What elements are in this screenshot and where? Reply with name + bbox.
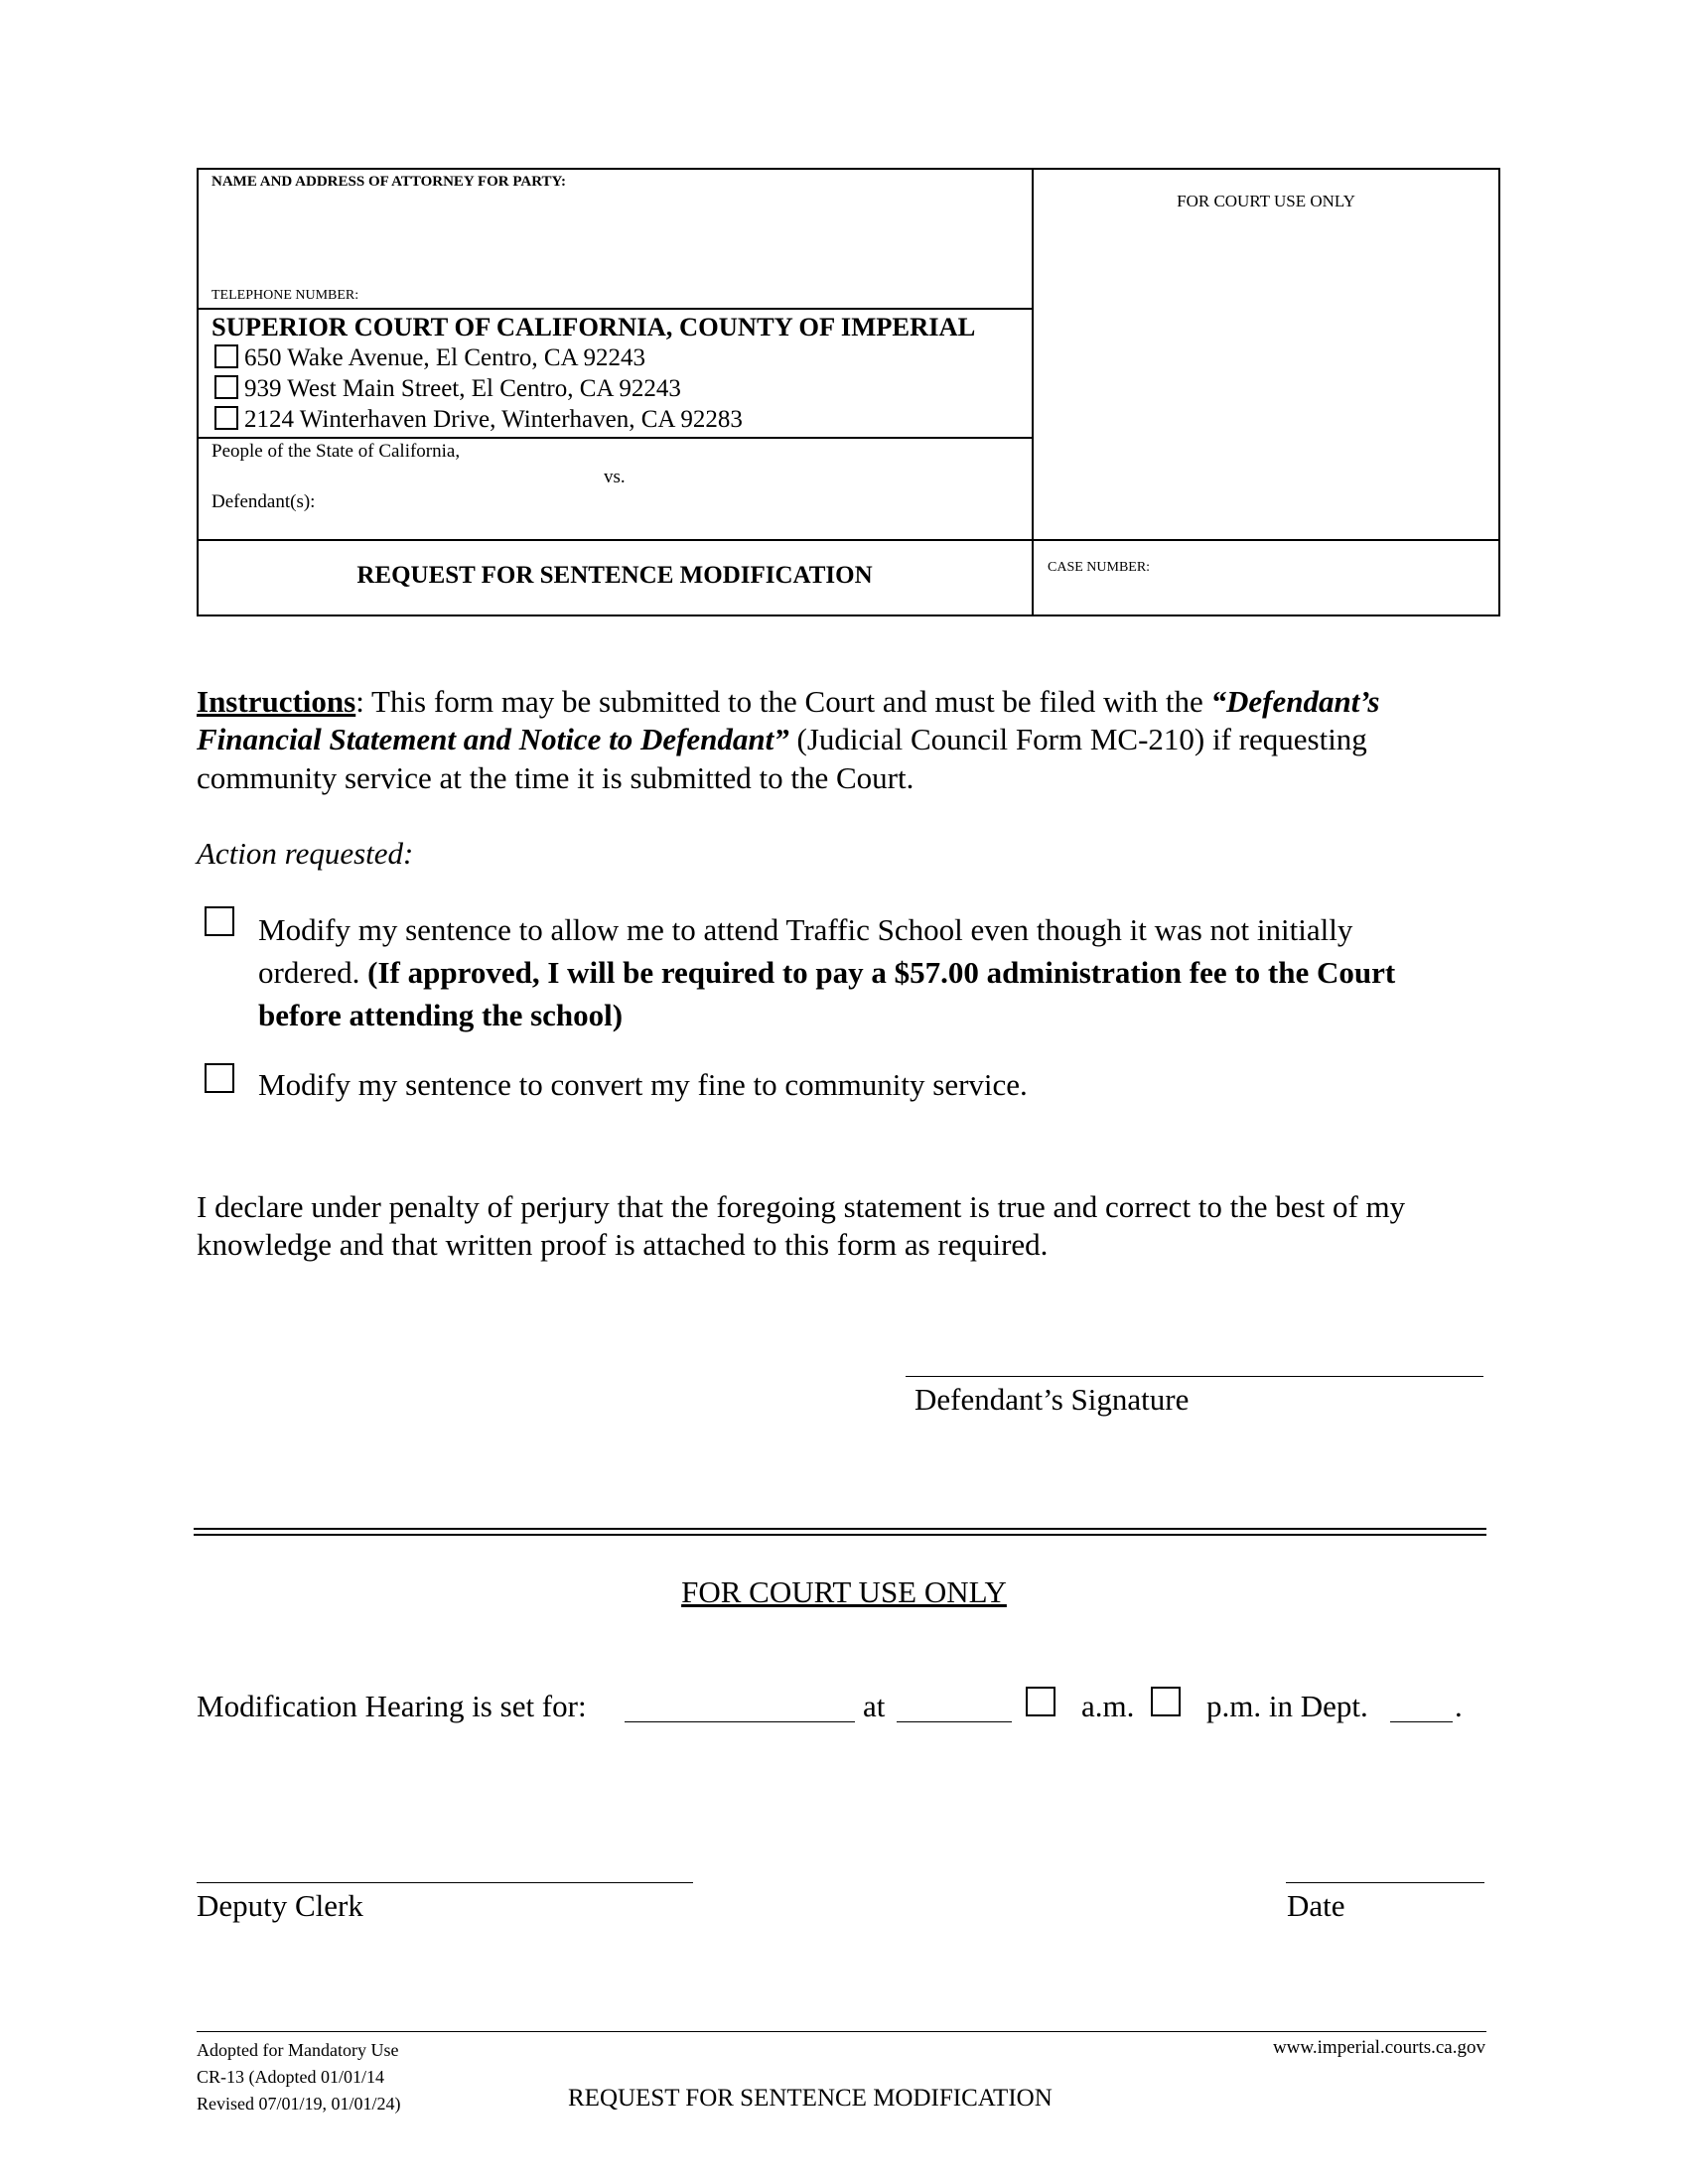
footer-revised: Revised 07/01/19, 01/01/24) [197, 2094, 401, 2114]
plaintiff-name: People of the State of California, [211, 441, 461, 462]
checkbox-icon[interactable] [214, 375, 238, 399]
checkbox-icon[interactable] [214, 406, 238, 430]
footer-adopted: Adopted for Mandatory Use [197, 2040, 399, 2060]
versus-label: vs. [604, 467, 626, 487]
court-section-heading: FOR COURT USE ONLY [681, 1574, 1007, 1609]
date-label: Date [1287, 1888, 1345, 1923]
option-traffic-school: Modify my sentence to allow me to attend Traffic School even though it was not initially ordered. (If approved, I will be required to pay a $57.00 administration fee to the Court before attending the school) [258, 912, 1396, 1032]
telephone-label: TELEPHONE NUMBER: [211, 288, 359, 303]
court-address-option[interactable]: 2124 Winterhaven Drive, Winterhaven, CA 92283 [214, 404, 743, 435]
footer-form-number: CR-13 (Adopted 01/01/14 [197, 2067, 384, 2087]
deputy-clerk-label: Deputy Clerk [197, 1888, 363, 1923]
option-community-service: Modify my sentence to convert my fine to community service. [258, 1067, 1028, 1102]
checkbox-icon[interactable] [214, 344, 238, 368]
am-checkbox[interactable] [1026, 1687, 1055, 1716]
footer-left [197, 2037, 401, 2117]
form-title: REQUEST FOR SENTENCE MODIFICATION [356, 562, 873, 589]
am-label: a.m. [1081, 1689, 1135, 1723]
hearing-date-blank[interactable] [625, 1694, 855, 1722]
divider-court [197, 437, 1033, 439]
clerk-signature-line[interactable] [197, 1882, 693, 1883]
action-heading: Action requested: [197, 836, 414, 871]
signature-label: Defendant’s Signature [914, 1382, 1190, 1417]
court-use-only-label: FOR COURT USE ONLY [1177, 192, 1355, 210]
footer-title: REQUEST FOR SENTENCE MODIFICATION [568, 2085, 1053, 2112]
court-address-list [214, 342, 743, 435]
hearing-text: Modification Hearing is set for: [197, 1689, 587, 1723]
caption-vertical-divider [1032, 168, 1034, 616]
date-line[interactable] [1286, 1882, 1484, 1883]
case-number-label: CASE NUMBER: [1048, 560, 1151, 575]
footer-rule [197, 2031, 1486, 2032]
footer-website[interactable]: www.imperial.courts.ca.gov [1272, 2037, 1485, 2058]
defendant-label: Defendant(s): [211, 491, 316, 512]
dept-blank[interactable] [1390, 1694, 1453, 1722]
hearing-time-blank[interactable] [897, 1694, 1012, 1722]
instructions-label: Instructions [197, 684, 356, 719]
at-label: at [863, 1689, 886, 1723]
section-divider [194, 1528, 1486, 1530]
instructions-paragraph: Instructions: This form may be submitted to the Court and must be filed with the “Defendant’s Financial Statement and Notice to Defendant” (Judicial Council Form MC-210) if requesting community service at the time it is submitted to the Court. [197, 684, 1380, 795]
court-address-option[interactable]: 650 Wake Avenue, El Centro, CA 92243 [214, 342, 743, 373]
court-address-option[interactable]: 939 West Main Street, El Centro, CA 92243 [214, 373, 743, 404]
pm-dept-label: p.m. in Dept. [1206, 1689, 1368, 1723]
divider-attorney [197, 308, 1033, 310]
referenced-form-name: “Defendant’s Financial Statement and Notice to Defendant” [197, 684, 1380, 757]
attorney-label: NAME AND ADDRESS OF ATTORNEY FOR PARTY: [211, 174, 567, 190]
court-name: SUPERIOR COURT OF CALIFORNIA, COUNTY OF IMPERIAL [211, 312, 976, 341]
divider-title [197, 539, 1500, 541]
declaration: I declare under penalty of perjury that the foregoing statement is true and correct to the best of my knowledge and that written proof is attached to this form as required. [197, 1189, 1406, 1263]
section-divider [194, 1534, 1486, 1536]
signature-line[interactable] [906, 1376, 1483, 1377]
pm-checkbox[interactable] [1151, 1687, 1181, 1716]
period: . [1455, 1689, 1463, 1723]
option-community-service-checkbox[interactable] [205, 1063, 234, 1093]
option-traffic-school-checkbox[interactable] [205, 906, 234, 936]
